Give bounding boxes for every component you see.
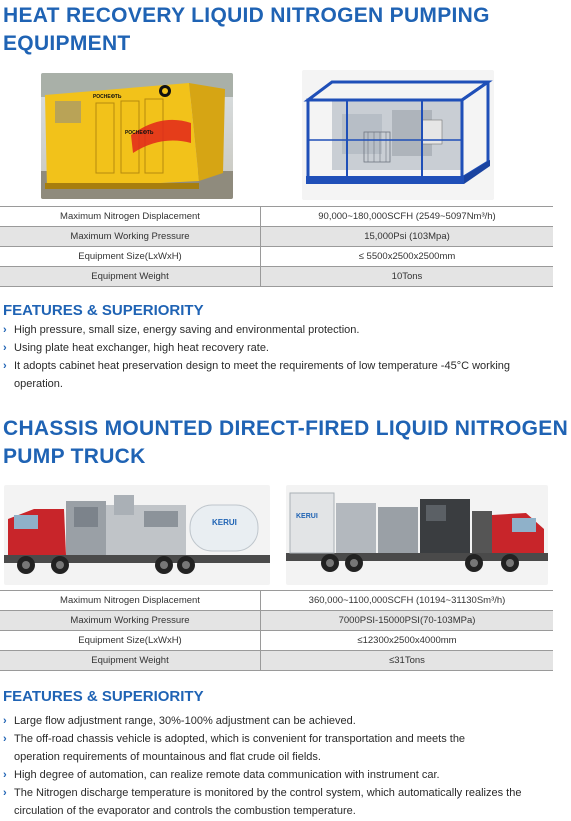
table-row (0, 591, 553, 611)
list-item: › The off-road chassis vehicle is adopted, which is convenient for transportation and meets the operation requirements of mountainous and flat crude oil fields. (3, 730, 494, 766)
kerui-logo-text: KERUI (296, 513, 318, 520)
list-item: › The Nitrogen discharge temperature is monitored by the control system, which automatically realizes the circulation of the evaporator and controls the combustion temperature. (3, 784, 544, 820)
section2-title-line2: PUMP TRUCK (3, 445, 146, 468)
section1-features-title: FEATURES & SUPERIORITY (3, 302, 204, 319)
section1-spec-table (0, 206, 553, 287)
section1-features-list (3, 321, 563, 393)
chevron-right-icon: › (3, 324, 7, 336)
list-item: › High pressure, small size, energy saving and environmental protection. (3, 321, 563, 339)
spec-label: Maximum Working Pressure (0, 227, 261, 247)
chevron-right-icon: › (3, 360, 7, 372)
table-row (0, 267, 553, 287)
spec-label: Maximum Nitrogen Displacement (0, 591, 261, 611)
list-item: › High degree of automation, can realize remote data communication with instrument car. (3, 766, 563, 784)
section2-features-list (3, 712, 563, 820)
table-row (0, 247, 553, 267)
spec-value: ≤ 5500x2500x2500mm (261, 247, 554, 267)
spec-label: Equipment Size(LxWxH) (0, 631, 261, 651)
list-item: › Large flow adjustment range, 30%-100% adjustment can be achieved. (3, 712, 563, 730)
table-row (0, 611, 553, 631)
table-row (0, 207, 553, 227)
spec-value: ≤12300x2500x4000mm (261, 631, 554, 651)
pump-truck-photo-left (4, 485, 270, 585)
heat-recovery-skid-photo (302, 70, 494, 200)
section2-title-line1: CHASSIS MOUNTED DIRECT-FIRED LIQUID NITROGEN (3, 417, 569, 440)
section1-title-line1: HEAT RECOVERY LIQUID NITROGEN PUMPING (3, 4, 490, 27)
spec-value: 10Tons (261, 267, 554, 287)
spec-value: 7000PSI-15000PSI(70-103MPa) (261, 611, 554, 631)
section1-title-line2: EQUIPMENT (3, 32, 131, 55)
heat-recovery-cabinet-photo (41, 73, 233, 199)
spec-label: Maximum Nitrogen Displacement (0, 207, 261, 227)
table-row (0, 651, 553, 671)
chevron-right-icon: › (3, 342, 7, 354)
spec-label: Equipment Weight (0, 651, 261, 671)
spec-value: 360,000~1100,000SCFH (10194~31130Sm³/h) (261, 591, 554, 611)
rosneft-logo-text: РОСНЕФТЬ (93, 94, 122, 100)
chevron-right-icon: › (3, 733, 7, 745)
kerui-logo-text: KERUI (212, 518, 237, 527)
chevron-right-icon: › (3, 787, 7, 799)
spec-label: Maximum Working Pressure (0, 611, 261, 631)
spec-label: Equipment Weight (0, 267, 261, 287)
chevron-right-icon: › (3, 715, 7, 727)
table-row (0, 631, 553, 651)
section2-spec-table (0, 590, 553, 671)
spec-value: 90,000~180,000SCFH (2549~5097Nm³/h) (261, 207, 554, 227)
chevron-right-icon: › (3, 769, 7, 781)
list-item: › It adopts cabinet heat preservation design to meet the requirements of low temperature -45°C working operation. (3, 357, 534, 393)
spec-label: Equipment Size(LxWxH) (0, 247, 261, 267)
rosneft-logo-text-lower: РОСНЕФТЬ (125, 130, 154, 136)
table-row (0, 227, 553, 247)
section2-features-title: FEATURES & SUPERIORITY (3, 688, 204, 705)
list-item: › Using plate heat exchanger, high heat recovery rate. (3, 339, 563, 357)
pump-truck-photo-right (286, 485, 548, 585)
spec-value: ≤31Tons (261, 651, 554, 671)
spec-value: 15,000Psi (103Mpa) (261, 227, 554, 247)
